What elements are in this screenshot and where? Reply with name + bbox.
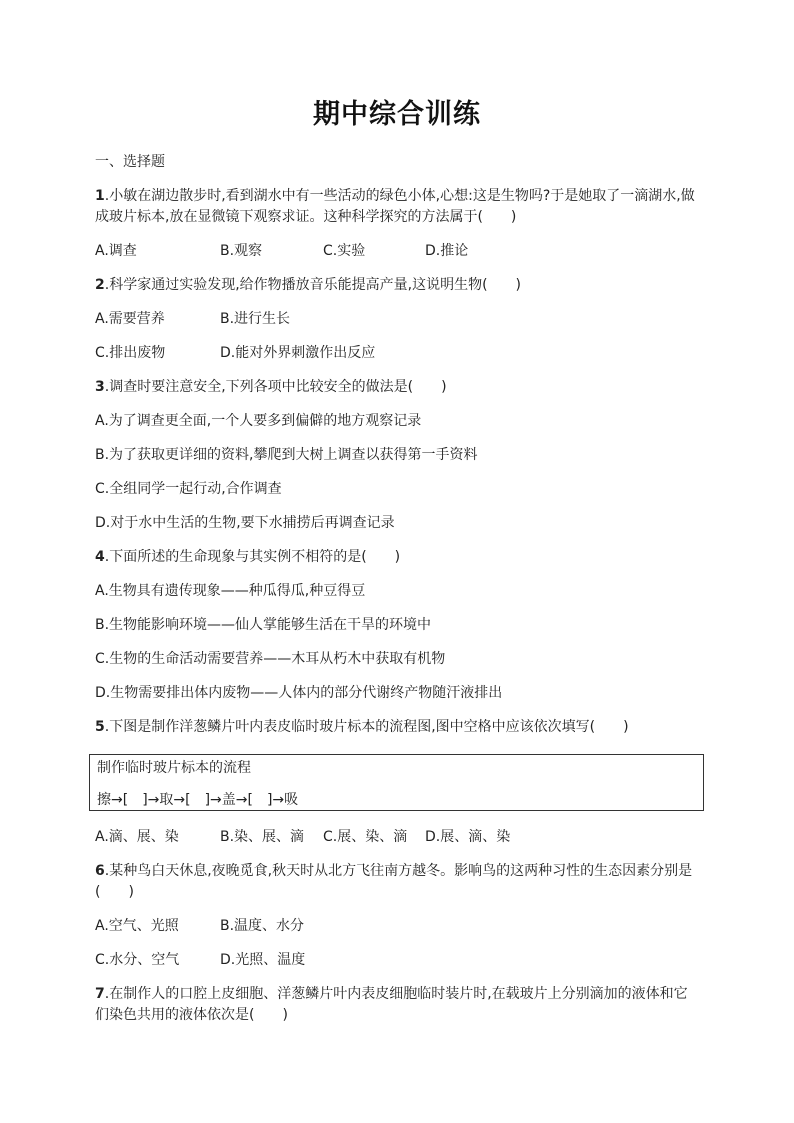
question-2-option-b: B.进行生长 — [220, 311, 291, 327]
question-6-option-d: D.光照、温度 — [220, 952, 306, 968]
question-3-option-b: B.为了获取更详细的资料,攀爬到大树上调查以获得第一手资料 — [95, 447, 478, 463]
question-6-option-c: C.水分、空气 — [95, 952, 180, 968]
question-number: 2 — [95, 277, 105, 293]
question-number: 7 — [95, 986, 105, 1002]
question-5-option-d: D.展、滴、染 — [425, 829, 511, 845]
question-number: 5 — [95, 719, 105, 735]
question-4-stem: 4.下面所述的生命现象与其实例不相符的是( ) — [95, 549, 401, 565]
question-2-stem: 2.科学家通过实验发现,给作物播放音乐能提高产量,这说明生物( ) — [95, 277, 522, 293]
question-6-option-b: B.温度、水分 — [220, 918, 305, 934]
question-1-line-1: 1.小敏在湖边散步时,看到湖水中有一些活动的绿色小体,心想:这是生物吗?于是她取了一滴湖水,做 — [95, 188, 695, 204]
question-2-option-d: D.能对外界刺激作出反应 — [220, 345, 376, 361]
question-4-option-d: D.生物需要排出体内废物——人体内的部分代谢终产物随汗液排出 — [95, 685, 503, 701]
question-2-option-a: A.需要营养 — [95, 311, 165, 327]
flowchart-box — [89, 754, 704, 811]
question-1-option-d: D.推论 — [425, 243, 469, 259]
question-5-option-c: C.展、染、滴 — [323, 829, 408, 845]
question-1-option-a: A.调查 — [95, 243, 137, 259]
question-6-option-a: A.空气、光照 — [95, 918, 179, 934]
flowchart-steps: 擦→[ ]→取→[ ]→盖→[ ]→吸 — [97, 792, 299, 808]
question-5-option-b: B.染、展、滴 — [220, 829, 305, 845]
question-1-line-2: 成玻片标本,放在显微镜下观察求证。这种科学探究的方法属于( ) — [95, 209, 517, 225]
question-number: 1 — [95, 188, 105, 204]
page-title: 期中综合训练 — [313, 99, 481, 130]
section-heading: 一、选择题 — [95, 154, 165, 170]
question-6-line-1: 6.某种鸟白天休息,夜晚觅食,秋天时从北方飞往南方越冬。影响鸟的这两种习性的生态因素分别是 — [95, 863, 693, 879]
question-4-option-c: C.生物的生命活动需要营养——木耳从朽木中获取有机物 — [95, 651, 446, 667]
question-number: 4 — [95, 549, 105, 565]
question-1-option-b: B.观察 — [220, 243, 263, 259]
question-4-option-a: A.生物具有遗传现象——种瓜得瓜,种豆得豆 — [95, 583, 366, 599]
question-7-line-1: 7.在制作人的口腔上皮细胞、洋葱鳞片叶内表皮细胞临时装片时,在载玻片上分别滴加的液体和它 — [95, 986, 688, 1002]
question-3-option-a: A.为了调查更全面,一个人要多到偏僻的地方观察记录 — [95, 413, 422, 429]
question-number: 3 — [95, 379, 105, 395]
question-3-stem: 3.调查时要注意安全,下列各项中比较安全的做法是( ) — [95, 379, 447, 395]
question-3-option-c: C.全组同学一起行动,合作调查 — [95, 481, 282, 497]
question-5-stem: 5.下图是制作洋葱鳞片叶内表皮临时玻片标本的流程图,图中空格中应该依次填写( ) — [95, 719, 629, 735]
question-1-option-c: C.实验 — [323, 243, 366, 259]
question-7-line-2: 们染色共用的液体依次是( ) — [95, 1007, 288, 1023]
question-3-option-d: D.对于水中生活的生物,要下水捕捞后再调查记录 — [95, 515, 395, 531]
question-4-option-b: B.生物能影响环境——仙人掌能够生活在干旱的环境中 — [95, 617, 432, 633]
flowchart-title: 制作临时玻片标本的流程 — [97, 760, 251, 776]
question-number: 6 — [95, 863, 105, 879]
question-6-line-2: ( ) — [95, 884, 134, 900]
question-2-option-c: C.排出废物 — [95, 345, 166, 361]
question-5-option-a: A.滴、展、染 — [95, 829, 179, 845]
